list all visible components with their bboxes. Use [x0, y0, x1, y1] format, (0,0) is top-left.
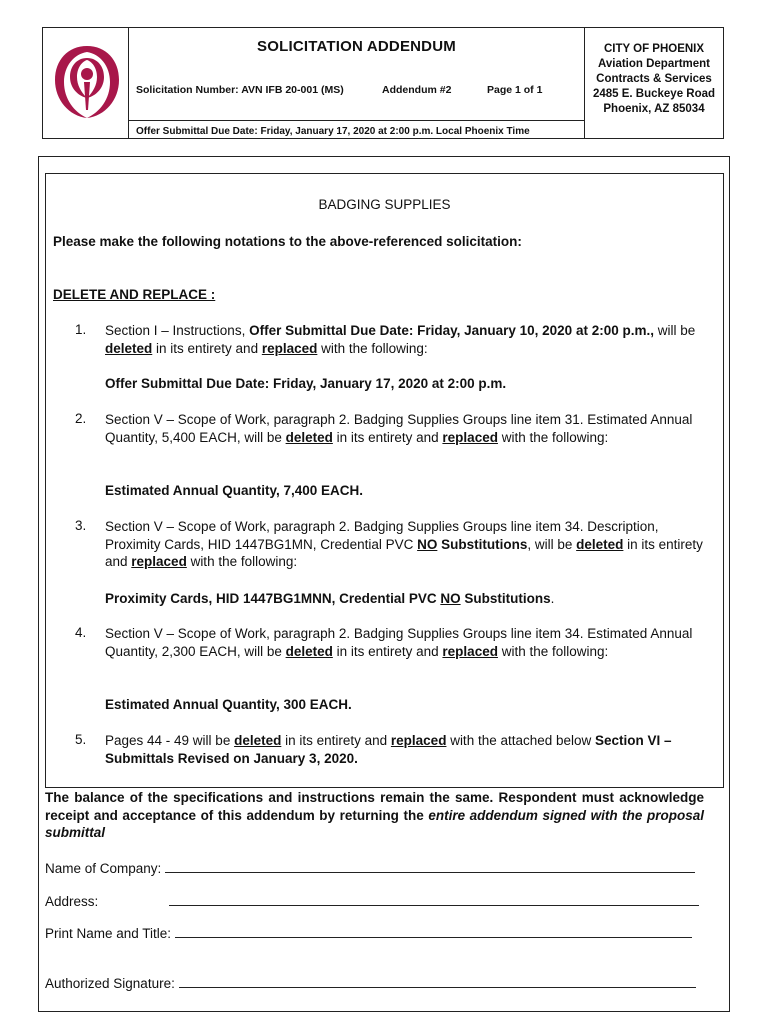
- balance-text: The balance of the specifications and instructions remain the same. Respondent must acknowledge receipt and acceptance of this addendum by returning the: [45, 790, 704, 823]
- item-text-part: in its entirety and: [105, 536, 703, 569]
- signature-field: [45, 975, 696, 991]
- item-text-part: Section V – Scope of Work, paragraph 2. Badging Supplies Groups line item 31. Estimated Annual Quantity, 5,400 EACH, will be: [105, 412, 693, 445]
- replacement-text: [105, 590, 705, 608]
- company-label: Name of Company:: [45, 861, 162, 876]
- deleted-word: deleted: [105, 340, 153, 356]
- replaced-word: replaced: [442, 643, 498, 659]
- no-word: NO: [417, 536, 438, 552]
- item-number: 4.: [75, 625, 87, 640]
- print-name-field: [45, 925, 692, 941]
- item-text-part: Section I – Instructions,: [105, 323, 250, 338]
- item-number: 2.: [75, 411, 87, 426]
- item-text-part: with the following:: [186, 554, 298, 569]
- item-text-bold: Offer Submittal Due Date: Friday, January 10, 2020 at 2:00 p.m.,: [249, 323, 654, 338]
- item-text-part: , will be: [527, 536, 577, 552]
- signature-label: Authorized Signature:: [45, 976, 175, 991]
- intro-text: Please make the following notations to the above-referenced solicitation:: [53, 234, 522, 249]
- document-title: SOLICITATION ADDENDUM: [257, 38, 456, 55]
- item-text-part: in its entirety and: [332, 429, 443, 445]
- item-text: [105, 518, 705, 571]
- replaced-word: replaced: [390, 733, 447, 748]
- deleted-word: deleted: [576, 536, 624, 552]
- replaced-word: replaced: [261, 340, 318, 356]
- item-text: [105, 625, 705, 660]
- deleted-word: deleted: [285, 643, 333, 659]
- city-line: CITY OF PHOENIX: [603, 43, 705, 55]
- item-text-part: Section V – Scope of Work, paragraph 2. Badging Supplies Groups line item 34. Estimated Annual Quantity, 2,300 EACH, will be: [105, 626, 693, 659]
- item-number: 1.: [75, 322, 87, 337]
- print-name-label: Print Name and Title:: [45, 926, 172, 941]
- item-text-bold: Substitutions: [437, 536, 528, 552]
- address-input[interactable]: [169, 893, 699, 906]
- item-text: [105, 732, 705, 767]
- item-text-part: Section V – Scope of Work, paragraph 2. Badging Supplies Groups line item 34. Description, Proximity Cards, HID 1447BG1MN, Credential PVC: [105, 519, 659, 552]
- balance-italic: entire addendum signed with the proposal submittal: [45, 807, 704, 840]
- city-line: Phoenix, AZ 85034: [603, 103, 705, 115]
- city-address: [584, 42, 724, 117]
- due-date: Offer Submittal Due Date: Friday, January 17, 2020 at 2:00 p.m. Local Phoenix Time: [136, 126, 530, 137]
- city-line: 2485 E. Buckeye Road: [592, 88, 716, 100]
- item-text-part: in its entirety and: [332, 643, 443, 659]
- replaced-word: replaced: [442, 429, 498, 445]
- address-label: Address:: [45, 894, 99, 909]
- item-text-part: with the attached below: [446, 733, 596, 748]
- print-name-input[interactable]: [175, 925, 692, 938]
- company-field: [45, 860, 695, 876]
- main-title: BADGING SUPPLIES: [318, 197, 451, 212]
- section-heading: DELETE AND REPLACE :: [53, 287, 216, 302]
- item-text-part: with the following:: [497, 643, 609, 659]
- item-number: 5.: [75, 732, 87, 747]
- replaced-word: replaced: [131, 554, 187, 569]
- item-text: [105, 322, 705, 357]
- item-text-part: with the following:: [317, 340, 428, 356]
- header-divider-horizontal: [128, 120, 585, 121]
- company-input[interactable]: [165, 860, 695, 873]
- replacement-part: Substitutions: [460, 591, 551, 606]
- balance-statement: [45, 789, 704, 842]
- replacement-text: Offer Submittal Due Date: Friday, January 17, 2020 at 2:00 p.m.: [105, 376, 507, 391]
- address-field: [45, 893, 699, 909]
- replacement-part: .: [550, 591, 555, 606]
- city-line: Aviation Department: [597, 58, 711, 70]
- deleted-word: deleted: [285, 429, 333, 445]
- item-text-part: in its entirety and: [281, 733, 391, 748]
- solicitation-number: Solicitation Number: AVN IFB 20-001 (MS): [136, 84, 344, 96]
- city-line: Contracts & Services: [596, 73, 712, 85]
- item-text-part: with the following:: [497, 429, 609, 445]
- phoenix-logo-icon: [52, 44, 122, 120]
- deleted-word: deleted: [234, 733, 282, 748]
- item-text-part: will be: [653, 323, 696, 338]
- signature-input[interactable]: [179, 975, 696, 988]
- replacement-part: Proximity Cards, HID 1447BG1MNN, Credential PVC: [105, 591, 441, 606]
- item-text: [105, 411, 705, 446]
- item-text-bold: Section VI – Submittals Revised on January 3, 2020.: [105, 733, 672, 766]
- replacement-text: Estimated Annual Quantity, 7,400 EACH.: [105, 483, 364, 498]
- item-text-part: in its entirety and: [152, 340, 262, 356]
- item-number: 3.: [75, 518, 87, 533]
- page-number: Page 1 of 1: [487, 84, 543, 96]
- replacement-text: Estimated Annual Quantity, 300 EACH.: [105, 697, 352, 712]
- item-text-part: Pages 44 - 49 will be: [105, 733, 235, 748]
- addendum-number: Addendum #2: [382, 84, 452, 96]
- no-word: NO: [440, 591, 461, 606]
